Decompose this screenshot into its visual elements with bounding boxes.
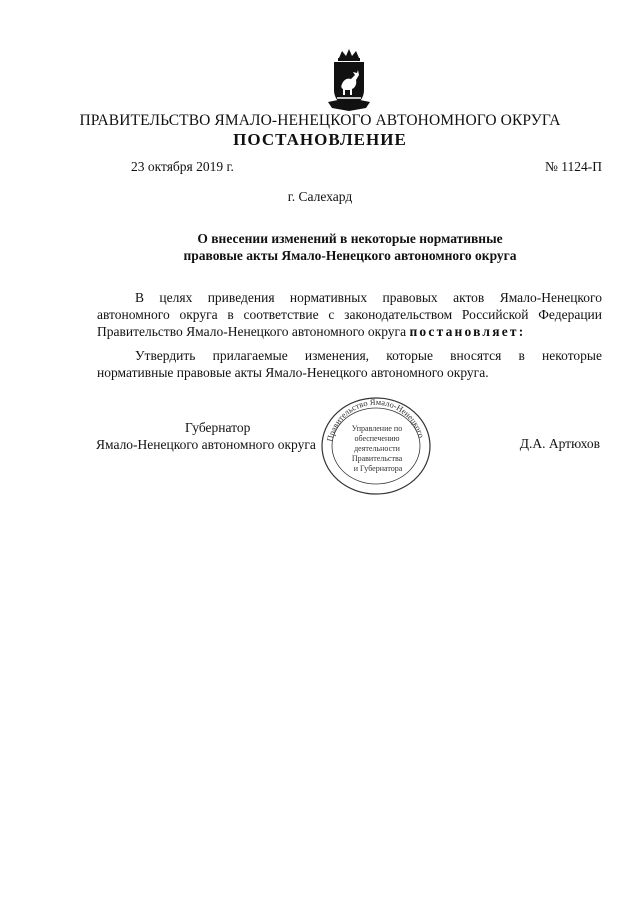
subject-line: правовые акты Ямало-Ненецкого автономного округа xyxy=(183,248,517,263)
government-name: ПРАВИТЕЛЬСТВО ЯМАЛО-НЕНЕЦКОГО АВТОНОМНОГО ОКРУГА xyxy=(79,112,561,129)
stamp-center-line: обеспечению xyxy=(354,434,400,443)
stamp-center-line: Управление по xyxy=(351,424,403,433)
document-type: ПОСТАНОВЛЕНИЕ xyxy=(233,130,407,149)
signatory-name: Д.А. Артюхов xyxy=(519,436,600,451)
stamp-center-line: деятельности xyxy=(354,444,400,453)
document-number: № 1124-П xyxy=(545,159,602,174)
paragraph-line: нормативные правовые акты Ямало-Ненецкого автономного округа. xyxy=(97,365,489,380)
document-date: 23 октября 2019 г. xyxy=(131,159,234,174)
signatory-title: Губернатор xyxy=(185,420,251,435)
stamp-ring-left: Правительство xyxy=(324,397,369,443)
signatory-region: Ямало-Ненецкого автономного округа xyxy=(96,437,316,452)
paragraph-resolution xyxy=(97,347,602,381)
document-subject xyxy=(120,230,580,264)
paragraph-line: автономного округа в соответствие с законодательством Российской Федерации xyxy=(97,307,602,322)
decree-word: постановляет: xyxy=(409,324,526,339)
stamp-ring-top: Ямало-Ненецкого xyxy=(369,396,427,439)
paragraph-line xyxy=(97,323,602,340)
paragraph-preamble xyxy=(97,289,602,340)
subject-line: О внесении изменений в некоторые нормативные xyxy=(197,231,503,246)
stamp-center-line: и Губернатора xyxy=(353,464,403,473)
paragraph-line: В целях приведения нормативных правовых актов Ямало-Ненецкого xyxy=(135,290,602,305)
coat-of-arms-icon xyxy=(322,48,376,112)
svg-text:Управление по обеспечени xyxy=(352,424,404,473)
document-city: г. Салехард xyxy=(287,189,353,204)
paragraph-line: Утвердить прилагаемые изменения, которые вносятся в некоторые xyxy=(135,348,602,363)
paragraph-line-text: Правительство Ямало-Ненецкого автономного округа xyxy=(97,324,407,339)
official-stamp xyxy=(316,393,432,497)
stamp-center-line: Правительства xyxy=(351,454,403,463)
